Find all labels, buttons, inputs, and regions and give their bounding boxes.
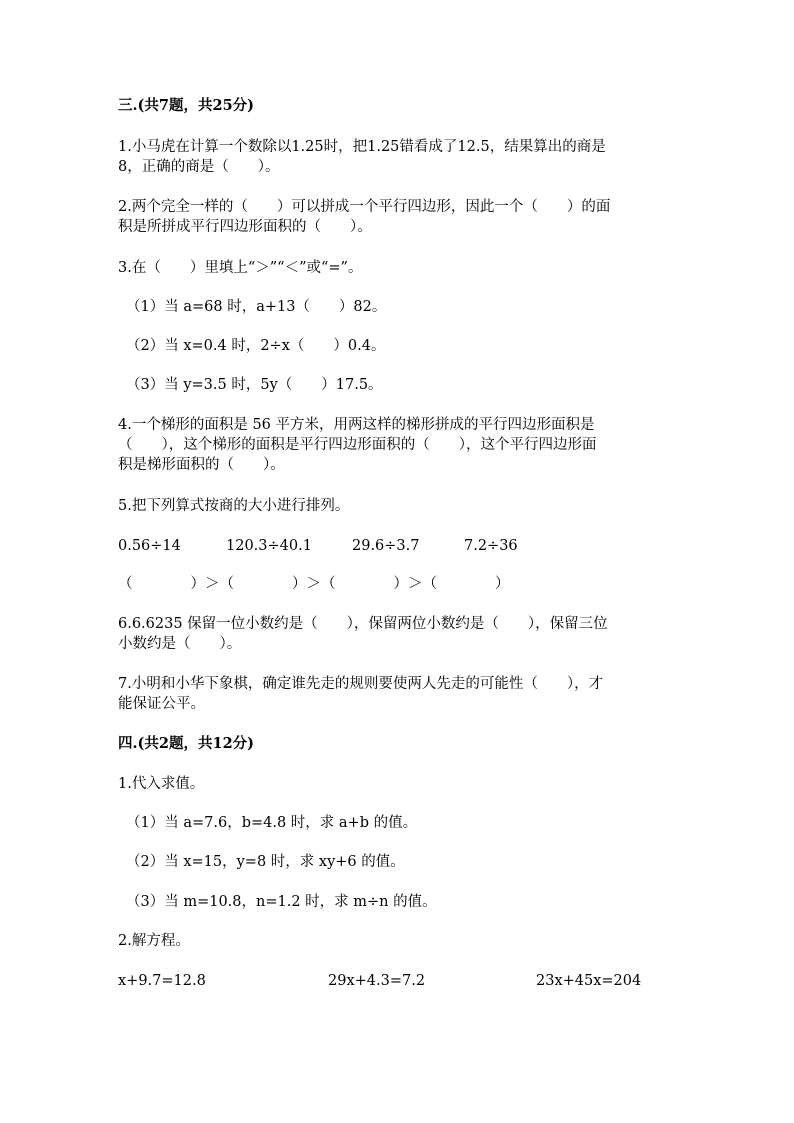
s3-q6-line1: 6.6.6235 保留一位小数约是（ ），保留两位小数约是（ ），保留三位 [118,616,608,632]
s3-q7-line2: 能保证公平。 [118,696,205,712]
s3-q7-line1: 7.小明和小华下象棋，确定谁先走的规则要使两人先走的可能性（ ），才 [118,676,604,692]
s4-q1-item-1: （1）当 a=7.6，b=4.8 时，求 a+b 的值。 [126,815,418,831]
s4-q1-item-3: （3）当 m=10.8，n=1.2 时，求 m÷n 的值。 [126,894,437,910]
s4-q1-item-2: （2）当 x=15，y=8 时，求 xy+6 的值。 [126,854,405,870]
s3-q3-item-1: （1）当 a=68 时，a+13（ ）82。 [126,299,387,315]
s3-q2-line2: 积是所拼成平行四边形面积的（ ）。 [118,219,372,235]
s3-q5-expr-1: 0.56÷14 [118,538,181,554]
s3-q4-line2: （ ），这个梯形的面积是平行四边形面积的（ ），这个平行四边形面 [118,437,597,453]
s3-q6-line2: 小数约是（ ）。 [118,636,242,652]
s3-q4-line3: 积是梯形面积的（ ）。 [118,457,285,473]
s3-q5-expr-3: 29.6÷3.7 [352,538,420,554]
s4-q2-eq-2: 29x+4.3=7.2 [328,973,426,989]
section-4-heading: 四.(共2题，共12分) [118,735,255,752]
s3-q5-expr-2: 120.3÷40.1 [226,538,312,554]
s4-q2-eq-1: x+9.7=12.8 [118,973,206,989]
s3-q5-stem: 5.把下列算式按商的大小进行排列。 [118,498,350,514]
s3-q3-stem: 3.在（ ）里填上“＞”“＜”或“=”。 [118,260,363,276]
s3-q5-expr-4: 7.2÷36 [464,538,518,554]
s4-q2-eq-3: 23x+45x=204 [536,973,642,989]
s3-q2-line1: 2.两个完全一样的（ ）可以拼成一个平行四边形，因此一个（ ）的面 [118,199,611,215]
s3-q3-item-2: （2）当 x=0.4 时，2÷x（ ）0.4。 [126,338,386,354]
s4-q2-stem: 2.解方程。 [118,933,190,949]
s3-q4-line1: 4.一个梯形的面积是 56 平方米，用两这样的梯形拼成的平行四边形面积是 [118,417,595,433]
s4-q1-stem: 1.代入求值。 [118,776,205,792]
s3-q1-line1: 1.小马虎在计算一个数除以1.25时，把1.25错看成了12.5，结果算出的商是 [118,139,606,155]
s3-q5-blanks: （ ）＞（ ）＞（ ）＞（ ） [118,576,510,592]
s3-q1-line2: 8，正确的商是（ ）。 [118,159,280,175]
s3-q3-item-3: （3）当 y=3.5 时，5y（ ）17.5。 [126,377,383,393]
section-3-heading: 三.(共7题，共25分) [118,97,255,114]
